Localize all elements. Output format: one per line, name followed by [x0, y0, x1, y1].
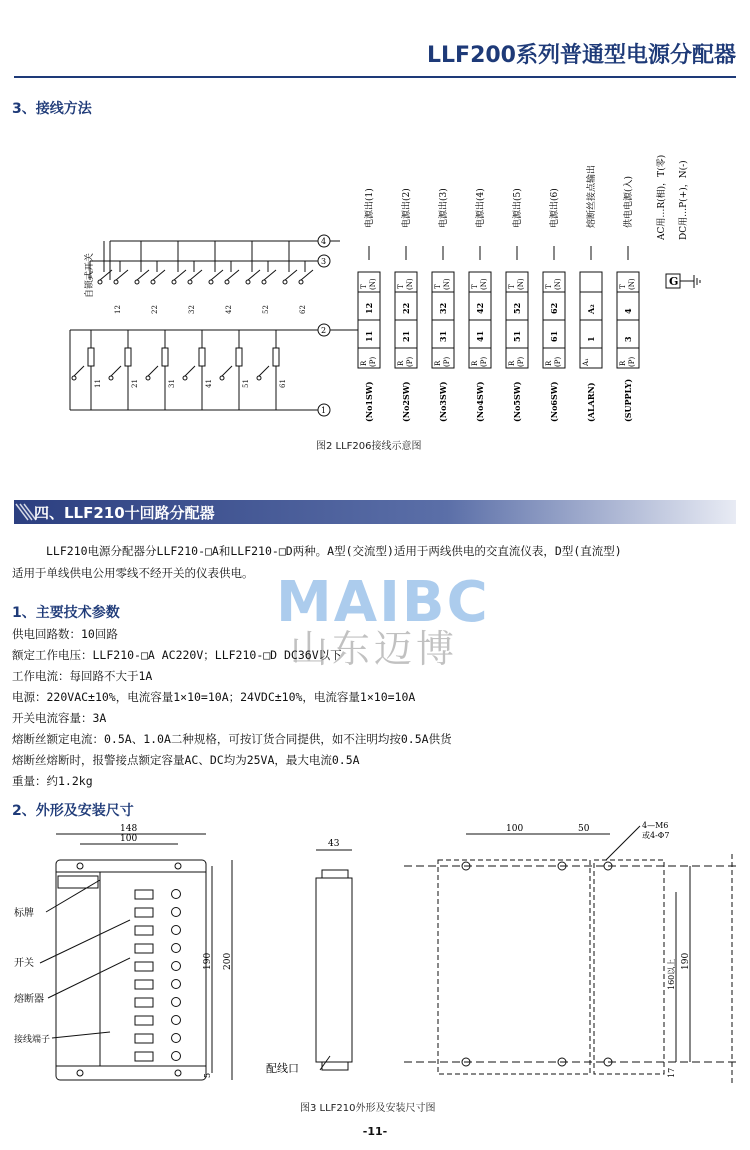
column-bottom-label: (No4SW): [475, 381, 485, 422]
terminal-column: [617, 176, 639, 422]
switch-pair: [98, 241, 128, 284]
switch-slot: [135, 980, 153, 989]
label-fuse: 熔断器: [14, 994, 44, 1005]
column-top-label: 电源出(1): [365, 188, 375, 228]
svg-text:(N): (N): [369, 278, 377, 290]
svg-text:4: 4: [623, 308, 633, 314]
column-bottom-label: (SUPPLY): [623, 378, 633, 422]
svg-text:(N): (N): [517, 278, 525, 290]
svg-text:3: 3: [623, 336, 633, 342]
param-line: 电源：220VAC±10%，电流容量1×10=10A；24VDC±10%，电流容量1×10=10A: [12, 690, 416, 704]
svg-text:A₂: A₂: [586, 304, 596, 314]
ac-note: AC用…R(相)，T(零): [657, 154, 667, 240]
column-bottom-label: (No6SW): [549, 381, 559, 422]
svg-text:12: 12: [364, 302, 374, 314]
svg-text:A₁: A₁: [582, 358, 590, 366]
svg-text:(P): (P): [554, 356, 562, 367]
param-line: 额定工作电压：LLF210-□A AC220V；LLF210-□D DC36V以下: [12, 648, 342, 662]
fuse: [183, 330, 205, 410]
column-bottom-label: (No2SW): [401, 381, 411, 422]
terminal-column: [395, 188, 417, 422]
fuse-holder: [172, 944, 181, 953]
fuse-holder: [172, 962, 181, 971]
param-line: 熔断丝额定电流：0.5A、1.0A二种规格，可按订货合同提供，如不注明均按0.5A供货: [12, 732, 452, 746]
fuse-number: 51: [242, 379, 250, 388]
label-terminal: 接线端子: [14, 1035, 51, 1045]
fuse: [72, 330, 94, 410]
svg-text:21: 21: [401, 330, 411, 342]
dim-160: 160以上: [667, 958, 676, 990]
watermark-brand: MAIBC: [276, 570, 490, 635]
ground-icon: [680, 275, 700, 288]
column-top-label: 电源出(4): [476, 188, 486, 228]
terminal-circle: [318, 404, 330, 416]
dimension-drawing: [0, 820, 750, 1100]
switch-pair: [283, 241, 313, 284]
param-line: 工作电流：每回路不大于1A: [12, 669, 153, 683]
svg-text:R: R: [434, 360, 442, 366]
dim-100-panel: 100: [506, 824, 524, 834]
svg-text:T: T: [545, 284, 553, 289]
svg-text:R: R: [397, 360, 405, 366]
svg-text:42: 42: [475, 302, 485, 314]
dim-190-panel: 190: [681, 952, 691, 970]
fuse-holder: [172, 890, 181, 899]
svg-text:(P): (P): [480, 356, 488, 367]
svg-text:1: 1: [321, 406, 327, 415]
svg-text:T: T: [360, 284, 368, 289]
svg-text:(N): (N): [443, 278, 451, 290]
fuse-holder: [172, 908, 181, 917]
svg-text:(P): (P): [517, 356, 525, 367]
column-top-label: 电源出(3): [439, 188, 449, 228]
svg-text:(P): (P): [406, 356, 414, 367]
param-line: 重量：约1.2kg: [12, 774, 93, 788]
svg-text:52: 52: [512, 302, 522, 314]
column-top-label: 电源出(6): [550, 188, 560, 228]
dim-4phi7: 或4-Φ7: [642, 831, 670, 840]
svg-text:T: T: [397, 284, 405, 289]
param-line: 开关电流容量：3A: [12, 711, 107, 725]
column-bottom-label: (No3SW): [438, 381, 448, 422]
terminal-column: [580, 165, 602, 422]
dims-title: 2、外形及安装尺寸: [12, 803, 134, 819]
switch-slot: [135, 944, 153, 953]
svg-text:T: T: [434, 284, 442, 289]
page-number: -11-: [362, 1125, 388, 1138]
fuse-number: 21: [131, 379, 139, 388]
svg-text:(P): (P): [443, 356, 451, 367]
switch-slot: [135, 962, 153, 971]
column-top-label: 电源出(2): [402, 188, 412, 228]
switch-slot: [135, 1052, 153, 1061]
fuse: [146, 330, 168, 410]
svg-text:(N): (N): [628, 278, 636, 290]
dc-note: DC用…P(+)，N(-): [679, 160, 689, 240]
column-bottom-label: (No1SW): [364, 381, 374, 422]
fuse: [220, 330, 242, 410]
fuse-holder: [172, 980, 181, 989]
fuse: [257, 330, 279, 410]
svg-text:(P): (P): [628, 356, 636, 367]
watermark-cn: 山东迈博: [290, 627, 459, 671]
switch-number: 12: [114, 305, 122, 314]
svg-text:32: 32: [438, 302, 448, 314]
column-top-label: 供电电源(入): [624, 175, 634, 228]
svg-text:22: 22: [401, 302, 411, 314]
switch-pair: [209, 241, 239, 284]
svg-text:41: 41: [475, 330, 485, 342]
switch-pair: [135, 241, 165, 284]
svg-text:3: 3: [321, 257, 327, 266]
svg-text:R: R: [619, 360, 627, 366]
fuse-number: 41: [205, 379, 213, 388]
svg-text:4: 4: [321, 237, 327, 246]
terminal-circle: [318, 255, 330, 267]
terminal-circle: [318, 235, 330, 247]
svg-text:R: R: [545, 360, 553, 366]
dim-50: 50: [578, 824, 590, 834]
switch-slot: [135, 1034, 153, 1043]
terminal-column: [358, 188, 380, 422]
svg-text:R: R: [471, 360, 479, 366]
svg-text:1: 1: [586, 336, 596, 342]
column-top-label: 熔断丝接点输出: [587, 164, 597, 228]
dim-4m6: 4—M6: [642, 821, 669, 830]
svg-text:2: 2: [321, 326, 327, 335]
svg-text:T: T: [508, 284, 516, 289]
svg-text:T: T: [471, 284, 479, 289]
column-bottom-label: (ALARN): [586, 382, 596, 422]
terminal-circle: [318, 324, 330, 336]
switch-slot: [135, 926, 153, 935]
switch-slot: [135, 998, 153, 1007]
switch-slot: [135, 890, 153, 899]
switch-label: 自锁式开关: [85, 252, 95, 298]
fuse-holder: [172, 1016, 181, 1025]
svg-text:R: R: [360, 360, 368, 366]
dim-148: 148: [120, 824, 138, 834]
column-bottom-label: (No5SW): [512, 381, 522, 422]
param-line: 熔断丝熔断时，报警接点额定容量AC、DC均为25VA，最大电流0.5A: [12, 753, 360, 767]
fuse-holder: [172, 998, 181, 1007]
switch-number: 52: [262, 305, 270, 314]
switch-number: 42: [225, 305, 233, 314]
column-top-label: 电源出(5): [513, 188, 523, 228]
fuse-holder: [172, 1052, 181, 1061]
svg-text:51: 51: [512, 330, 522, 342]
switch-number: 62: [299, 305, 307, 314]
svg-text:(N): (N): [480, 278, 488, 290]
intro-line-2: 适用于单线供电公用零线不经开关的仪表供电。: [12, 566, 254, 580]
params-title: 1、主要技术参数: [12, 605, 120, 621]
dim-100-front: 100: [120, 834, 138, 844]
terminal-column: [469, 188, 491, 422]
fuse-holder: [172, 1034, 181, 1043]
section-title-wiring: 3、接线方法: [12, 101, 92, 117]
fuse: [109, 330, 131, 410]
svg-text:11: 11: [364, 330, 374, 342]
label-nameplate: 标牌: [14, 908, 34, 919]
dim-17: 17: [667, 1067, 676, 1078]
switch-number: 32: [188, 305, 196, 314]
svg-text:62: 62: [549, 302, 559, 314]
dim-43: 43: [328, 839, 340, 849]
connector-lines: [330, 241, 358, 330]
svg-text:(N): (N): [406, 278, 414, 290]
switch-slot: [135, 1016, 153, 1025]
switch-pair: [172, 241, 202, 284]
dim-190-front: 190: [203, 952, 213, 970]
fuse-number: 61: [279, 379, 287, 388]
dim-5: 5: [203, 1072, 212, 1078]
param-line: 供电回路数：10回路: [12, 627, 118, 641]
svg-text:31: 31: [438, 330, 448, 342]
ground-label: G: [669, 275, 679, 288]
switch-slot: [135, 908, 153, 917]
svg-text:T: T: [619, 284, 627, 289]
intro-line-1: LLF210电源分配器分LLF210-□A和LLF210-□D两种。A型(交流型)适用于两线供电的交直流仪表，D型(直流型): [46, 544, 622, 558]
label-wiring-port: 配线口: [266, 1062, 299, 1075]
terminal-column: [543, 188, 565, 422]
page-header-title: LLF200系列普通型电源分配器: [427, 43, 736, 68]
svg-text:61: 61: [549, 330, 559, 342]
section4-title: 四、LLF210十回路分配器: [34, 504, 215, 522]
fuse-number: 31: [168, 379, 176, 388]
switch-number: 22: [151, 305, 159, 314]
terminal-column: [432, 188, 454, 422]
fuse-holder: [172, 926, 181, 935]
header-rule: [14, 76, 736, 78]
wiring-diagram: [0, 120, 750, 440]
svg-text:R: R: [508, 360, 516, 366]
fuse-number: 11: [94, 379, 102, 388]
dim-200: 200: [223, 952, 233, 970]
switch-pair: [246, 241, 276, 284]
svg-text:(P): (P): [369, 356, 377, 367]
figure2-caption: 图2 LLF206接线示意图: [316, 441, 422, 452]
figure3-caption: 图3 LLF210外形及安装尺寸图: [300, 1103, 436, 1114]
terminal-column: [506, 188, 528, 422]
label-switch: 开关: [14, 958, 34, 969]
svg-text:(N): (N): [554, 278, 562, 290]
